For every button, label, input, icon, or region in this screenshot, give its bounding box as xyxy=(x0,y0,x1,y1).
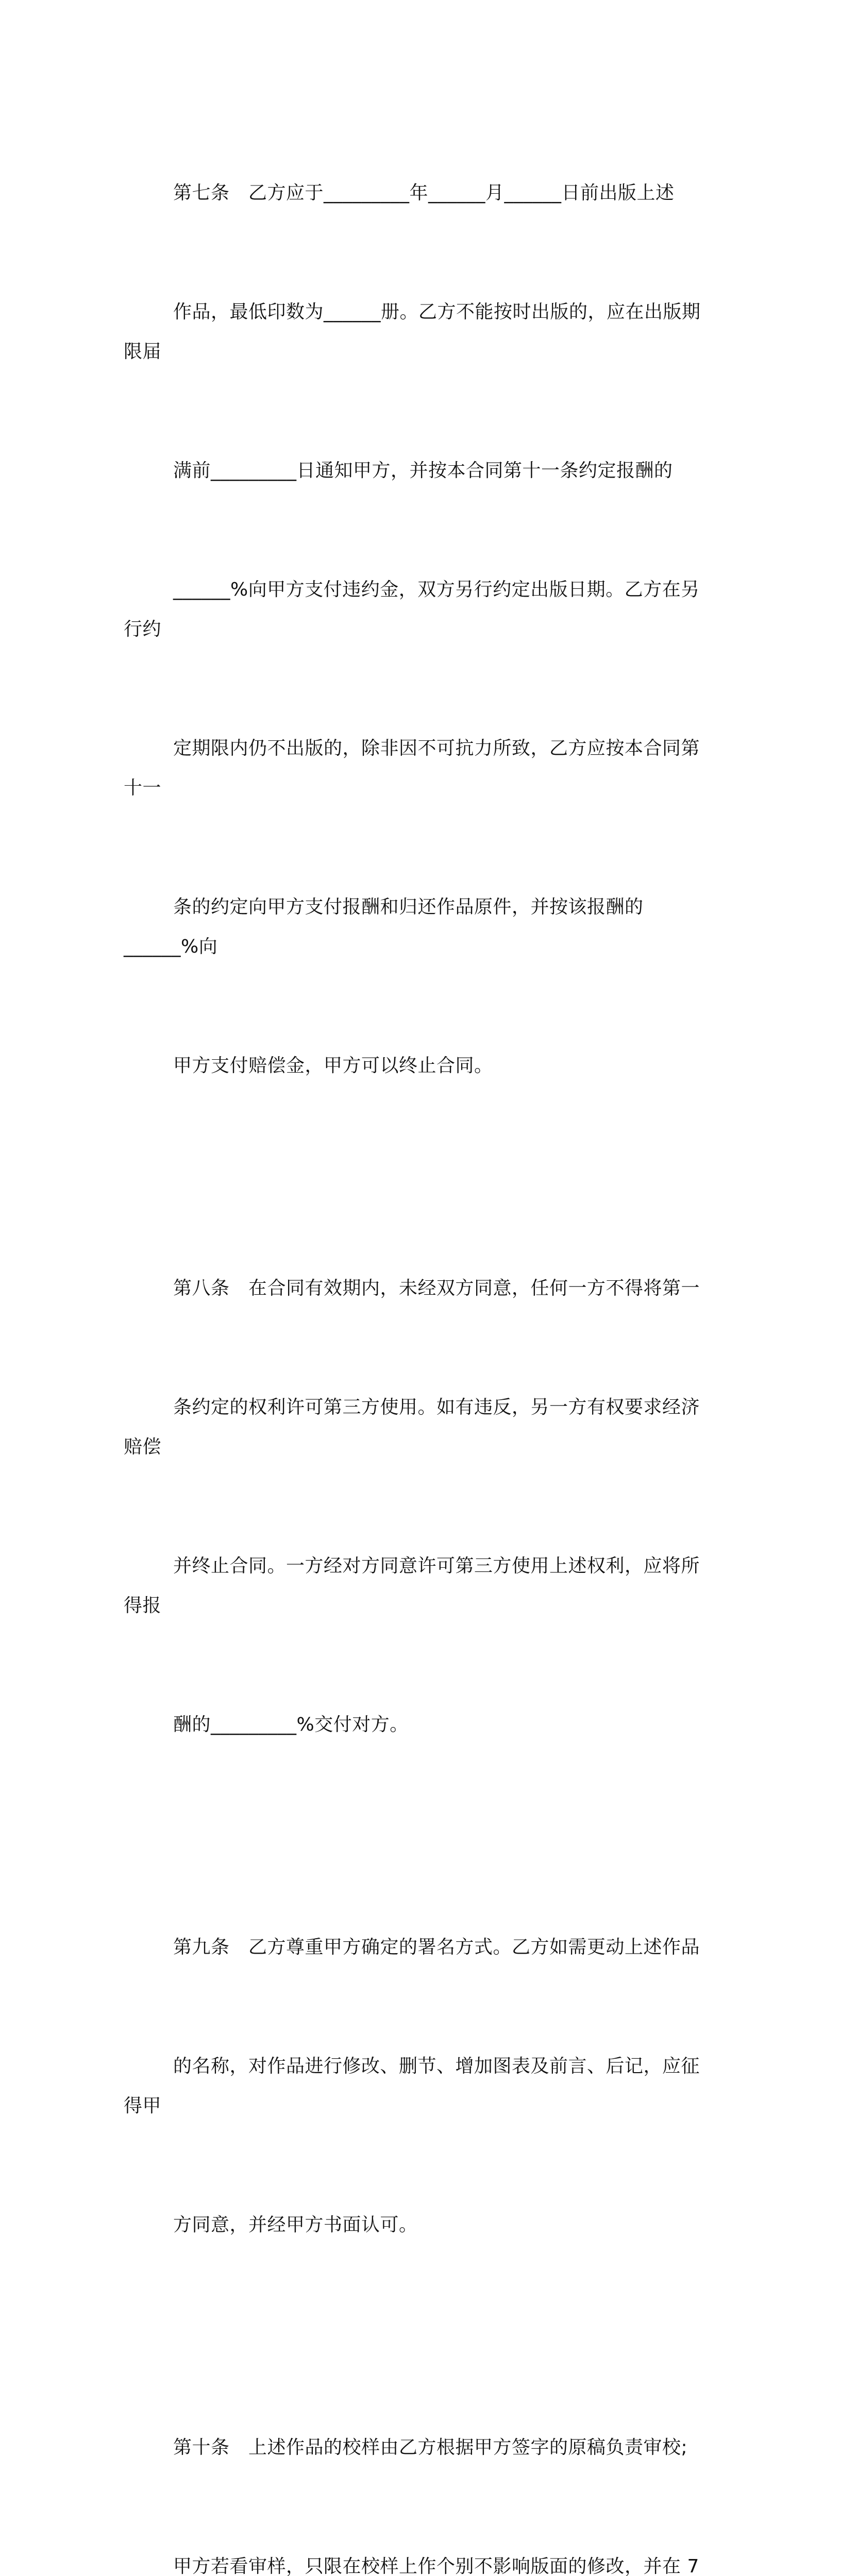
article-9 xyxy=(124,1848,711,2324)
article-7-line-5: 定期限内仍不出版的，除非因不可抗力所致，乙方应按本合同第十一 xyxy=(124,738,700,799)
article-8-line-2: 条约定的权利许可第三方使用。如有违反，另一方有权要求经济赔偿 xyxy=(124,1397,700,1458)
article-8-line-1: 第八条 在合同有效期内，未经双方同意，任何一方不得将第一 xyxy=(173,1278,700,1299)
article-7-line-6: 条的约定向甲方支付报酬和归还作品原件，并按该报酬的______%向 xyxy=(124,896,644,957)
article-7-line-7: 甲方支付赔偿金，甲方可以终止合同。 xyxy=(173,1055,493,1076)
article-7-line-3: 满前_________日通知甲方，并按本合同第十一条约定报酬的 xyxy=(173,460,673,481)
article-7-line-4: ______%向甲方支付违约金，双方另行约定出版日期。乙方在另行约 xyxy=(124,579,700,640)
article-8 xyxy=(124,1189,711,1824)
article-7-line-2: 作品，最低印数为______册。乙方不能按时出版的，应在出版期限届 xyxy=(124,301,701,362)
document-body xyxy=(124,94,711,2576)
article-8-line-3: 并终止合同。一方经对方同意许可第三方使用上述权利，应将所得报 xyxy=(124,1555,700,1616)
article-7 xyxy=(124,94,711,1165)
article-9-line-1: 第九条 乙方尊重甲方确定的署名方式。乙方如需更动上述作品 xyxy=(173,1937,700,1958)
article-9-line-3: 方同意，并经甲方书面认可。 xyxy=(173,2214,418,2235)
article-9-line-2: 的名称，对作品进行修改、删节、增加图表及前言、后记，应征得甲 xyxy=(124,2056,700,2116)
article-10-line-2: 甲方若看审样，只限在校样上作个别不影响版面的修改，并在 7 xyxy=(173,2556,699,2576)
article-8-line-4: 酬的_________%交付对方。 xyxy=(173,1714,409,1735)
article-10 xyxy=(124,2348,711,2576)
article-7-line-1: 第七条 乙方应于_________年______月______日前出版上述 xyxy=(173,182,675,204)
article-10-line-1: 第十条 上述作品的校样由乙方根据甲方签字的原稿负责审校; xyxy=(173,2437,688,2458)
